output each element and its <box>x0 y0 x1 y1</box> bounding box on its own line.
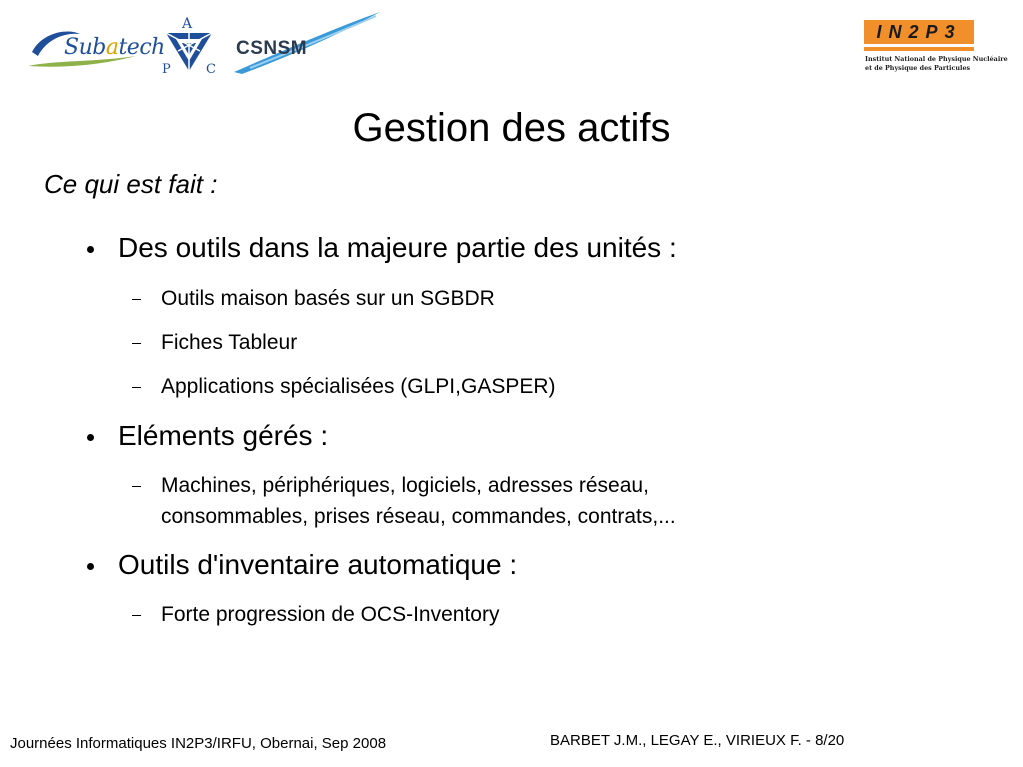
subatech-logo <box>28 22 165 72</box>
in2p3-line1: Institut National de Physique Nucléaire <box>865 55 1008 63</box>
in2p3-logo <box>864 20 1008 76</box>
apc-logo <box>160 15 218 75</box>
in2p3-wordmark: IN2P3 <box>864 20 974 44</box>
bullet-dot-icon <box>87 563 94 570</box>
sub-bullet-text: Fiches Tableur <box>161 331 298 354</box>
footer-authors-page: BARBET J.M., LEGAY E., VIRIEUX F. - 8/20 <box>550 732 845 749</box>
sub-bullet-text: Applications spécialisées (GLPI,GASPER) <box>161 375 556 398</box>
slide-title: Gestion des actifs <box>352 106 671 150</box>
in2p3-divider <box>864 47 974 51</box>
dash-icon <box>132 299 141 300</box>
bullet-text: Des outils dans la majeure partie des unités : <box>118 232 677 263</box>
sub-bullet-item <box>0 284 1023 314</box>
bullet-dot-icon <box>87 434 94 441</box>
apc-letter-c: C <box>206 62 216 75</box>
sub-bullet-item <box>0 600 1023 630</box>
bullet-item <box>0 419 1023 453</box>
bullet-dot-icon <box>87 246 94 253</box>
subatech-wordmark <box>64 35 165 60</box>
in2p3-line2: et de Physique des Particules <box>865 64 971 72</box>
sub-bullet-item <box>0 471 1023 501</box>
sub-bullet-text: Forte progression de OCS-Inventory <box>161 603 500 626</box>
csnsm-logo <box>230 12 382 74</box>
dash-icon <box>132 486 141 487</box>
bullet-item <box>0 548 1023 582</box>
subatech-wordmark-prefix: Sub <box>64 35 106 60</box>
sub-bullet-item <box>0 328 1023 358</box>
bullet-item <box>0 231 1023 265</box>
dash-icon <box>132 343 141 344</box>
dash-icon <box>132 615 141 616</box>
sub-bullet-continuation <box>0 502 1023 532</box>
subatech-wordmark-accent: a <box>105 35 119 60</box>
subatech-wordmark-suffix: tech <box>118 35 165 60</box>
sub-bullet-text: Outils maison basés sur un SGBDR <box>161 287 495 310</box>
footer-event: Journées Informatiques IN2P3/IRFU, Obernai, Sep 2008 <box>10 735 387 752</box>
bullet-text: Outils d'inventaire automatique : <box>118 549 518 580</box>
apc-triangle-icon <box>160 15 218 75</box>
dash-icon <box>132 387 141 388</box>
csnsm-wordmark: CSNSM <box>236 38 308 59</box>
sub-bullet-text: consommables, prises réseau, commandes, contrats,... <box>161 505 676 528</box>
sub-bullet-item <box>0 372 1023 402</box>
bullet-text: Eléments gérés : <box>118 420 329 451</box>
sub-bullet-text: Machines, périphériques, logiciels, adresses réseau, <box>161 474 649 497</box>
apc-letter-a: A <box>182 16 193 32</box>
apc-letter-p: P <box>162 62 171 75</box>
slide-subtitle: Ce qui est fait : <box>44 169 218 199</box>
